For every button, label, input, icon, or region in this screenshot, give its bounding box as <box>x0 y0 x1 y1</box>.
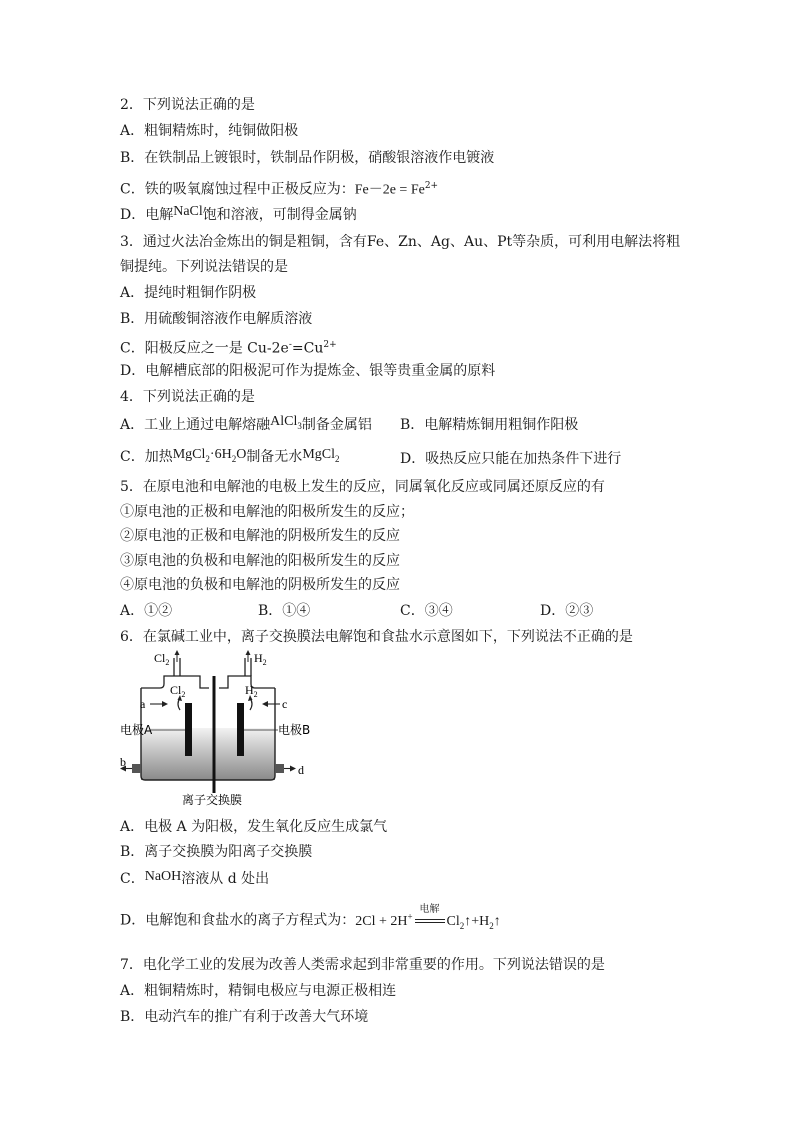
q6-c-prefix: C． <box>120 871 145 887</box>
h2-top-label: $H_2$ <box>254 651 267 667</box>
q3-stem-line2: 铜提纯。下列说法错误的是 <box>120 259 288 275</box>
q4-option-a <box>120 416 372 439</box>
q2-option-a: A．粗铜精炼时，纯铜做阳极 <box>120 123 299 139</box>
reaction-condition-sign <box>413 903 447 931</box>
q3-option-b: B．用硫酸铜溶液作电解质溶液 <box>120 311 313 327</box>
q4-c-o: O <box>236 447 247 462</box>
q6-c-suffix: 溶液从 d 处出 <box>181 871 270 887</box>
q4-c-dot: ·6H <box>209 447 232 462</box>
q4-c-sub2: 2 <box>231 453 237 464</box>
cl2-top-label: $Cl_2$ <box>154 651 170 667</box>
q6-d-over: 电解 <box>419 903 440 915</box>
q6-d-right3: ↑ <box>493 913 501 929</box>
q5-item-2: ②原电池的正极和电解池的阴极所发生的反应 <box>120 528 400 544</box>
q7-stem: 7．电化学工业的发展为改善人类需求起到非常重要的作用。下列说法错误的是 <box>120 957 605 973</box>
q2-c-sup: 2+ <box>424 181 439 191</box>
q6-c-chem: NaOH <box>144 869 182 884</box>
q4-option-c <box>120 448 340 471</box>
q6-d-sub1: 2 <box>459 920 465 931</box>
electrode-a-label: 电极A <box>120 723 153 737</box>
q2-c-prefix: C．铁的吸氧腐蚀过程中正极反应为： <box>120 181 355 198</box>
q7-option-b: B．电动汽车的推广有利于改善大气环境 <box>120 1009 369 1025</box>
q3-c-sup2: 2+ <box>323 340 337 350</box>
inlet-c-arrowhead <box>262 701 268 707</box>
label-b: b <box>120 755 126 769</box>
outlet-b-pipe <box>132 764 141 773</box>
q6-stem: 6．在氯碱工业中，离子交换膜法电解饱和食盐水示意图如下，下列说法不正确的是 <box>120 629 633 645</box>
electrolyte-liquid <box>141 728 275 780</box>
q2-c-formula: Fe－2e = Fe <box>354 182 425 198</box>
q6-d-left: 2Cl + 2H <box>355 913 408 929</box>
q6-d-right2: ↑+H <box>464 913 490 929</box>
q6-option-c <box>120 870 269 889</box>
q2-option-c <box>120 177 438 200</box>
q4-a-prefix: A．工业上通过电解熔融 <box>120 417 271 433</box>
q4-c-prefix: C．加热 <box>120 449 173 465</box>
q5-option-c: C．③④ <box>400 603 453 619</box>
q3-c-mid: =Cu <box>291 340 324 357</box>
q4-c-sub3: 2 <box>335 453 340 464</box>
q3-stem-line1: 3．通过火法冶金炼出的铜是粗铜，含有Fe、Zn、Ag、Au、Pt等杂质，可利用电解法将粗 <box>120 234 681 250</box>
label-c: c <box>282 697 288 711</box>
q5-option-b: B．①④ <box>258 603 311 619</box>
q6-d-right1: Cl <box>446 913 460 929</box>
q4-a-suffix: 制备金属铝 <box>301 417 372 433</box>
h2-up-arrow-head <box>246 650 251 655</box>
q2-d-suffix: 饱和溶液，可制得金属钠 <box>202 207 357 223</box>
q7-option-a: A．粗铜精炼时，精铜电极应与电源正极相连 <box>120 983 397 999</box>
electrode-a-plate <box>185 703 192 756</box>
q4-a-chem-text: AlCl <box>270 414 298 429</box>
q6-d-prefix: D．电解饱和食盐水的离子方程式为： <box>120 912 356 929</box>
q4-c-mid: 制备无水 <box>246 449 303 465</box>
inlet-a-arrowhead <box>162 701 168 707</box>
outlet-d-pipe <box>275 764 284 773</box>
q6-d-equation <box>355 903 501 931</box>
q5-stem: 5．在原电池和电解池的电极上发生的反应，同属氧化反应或同属还原反应的有 <box>120 479 605 495</box>
electrolysis-diagram <box>120 648 320 806</box>
q4-c-chem2: MgCl <box>302 447 335 462</box>
q5-item-1: ①原电池的正极和电解池的阳极所发生的反应； <box>120 504 414 520</box>
label-a: a <box>140 697 146 711</box>
q5-option-a: A．①② <box>120 603 173 619</box>
q4-a-sub: 3 <box>297 420 302 431</box>
q2-option-d <box>120 206 357 225</box>
q4-c-sub1: 2 <box>205 453 210 464</box>
q5-item-3: ③原电池的负极和电解池的阳极所发生的反应 <box>120 553 400 569</box>
q6-d-sup: + <box>407 911 413 921</box>
outlet-d-arrowhead <box>290 766 296 772</box>
q4-stem: 4．下列说法正确的是 <box>120 389 255 405</box>
q4-c-chem2-wrap <box>302 447 339 462</box>
q2-stem: 2．下列说法正确的是 <box>120 97 255 113</box>
q4-option-d: D．吸热反应只能在加热条件下进行 <box>400 451 622 467</box>
q5-option-d: D．②③ <box>540 603 594 619</box>
q5-item-4: ④原电池的负极和电解池的阴极所发生的反应 <box>120 577 400 593</box>
q6-d-sub2: 2 <box>489 920 494 931</box>
double-bar <box>415 919 445 923</box>
q4-a-chem <box>270 414 302 429</box>
q2-option-b: B．在铁制品上镀银时，铁制品作阴极，硝酸银溶液作电镀液 <box>120 150 495 166</box>
q3-option-d: D．电解槽底部的阳极泥可作为提炼金、银等贵重金属的原料 <box>120 363 496 379</box>
q6-option-a: A．电极 A 为阳极，发生氧化反应生成氯气 <box>120 819 388 835</box>
membrane-label: 离子交换膜 <box>182 793 243 806</box>
q3-option-a: A．提纯时粗铜作阴极 <box>120 285 257 301</box>
q4-c-chem1: MgCl <box>172 447 206 462</box>
q3-option-c <box>120 336 337 358</box>
q3-c-prefix: C．阳极反应之一是 Cu-2e <box>120 340 289 357</box>
q2-d-prefix: D．电解 <box>120 207 174 223</box>
q4-c-formula <box>173 447 247 462</box>
q4-option-b: B．电解精炼铜用粗铜作阳极 <box>400 417 579 433</box>
electrode-b-plate <box>237 703 244 756</box>
q3-c-sup1: - <box>288 340 292 350</box>
cl2-inner-label: $Cl_2$ <box>170 683 186 699</box>
cl2-up-arrow-head <box>175 650 180 655</box>
electrode-b-label: 电极B <box>278 723 311 737</box>
q6-option-d <box>120 903 501 934</box>
q6-option-b: B．离子交换膜为阳离子交换膜 <box>120 844 313 860</box>
h2-inner-label: $H_2$ <box>245 683 258 699</box>
q2-d-chem: NaCl <box>173 204 203 219</box>
label-d: d <box>298 763 304 777</box>
